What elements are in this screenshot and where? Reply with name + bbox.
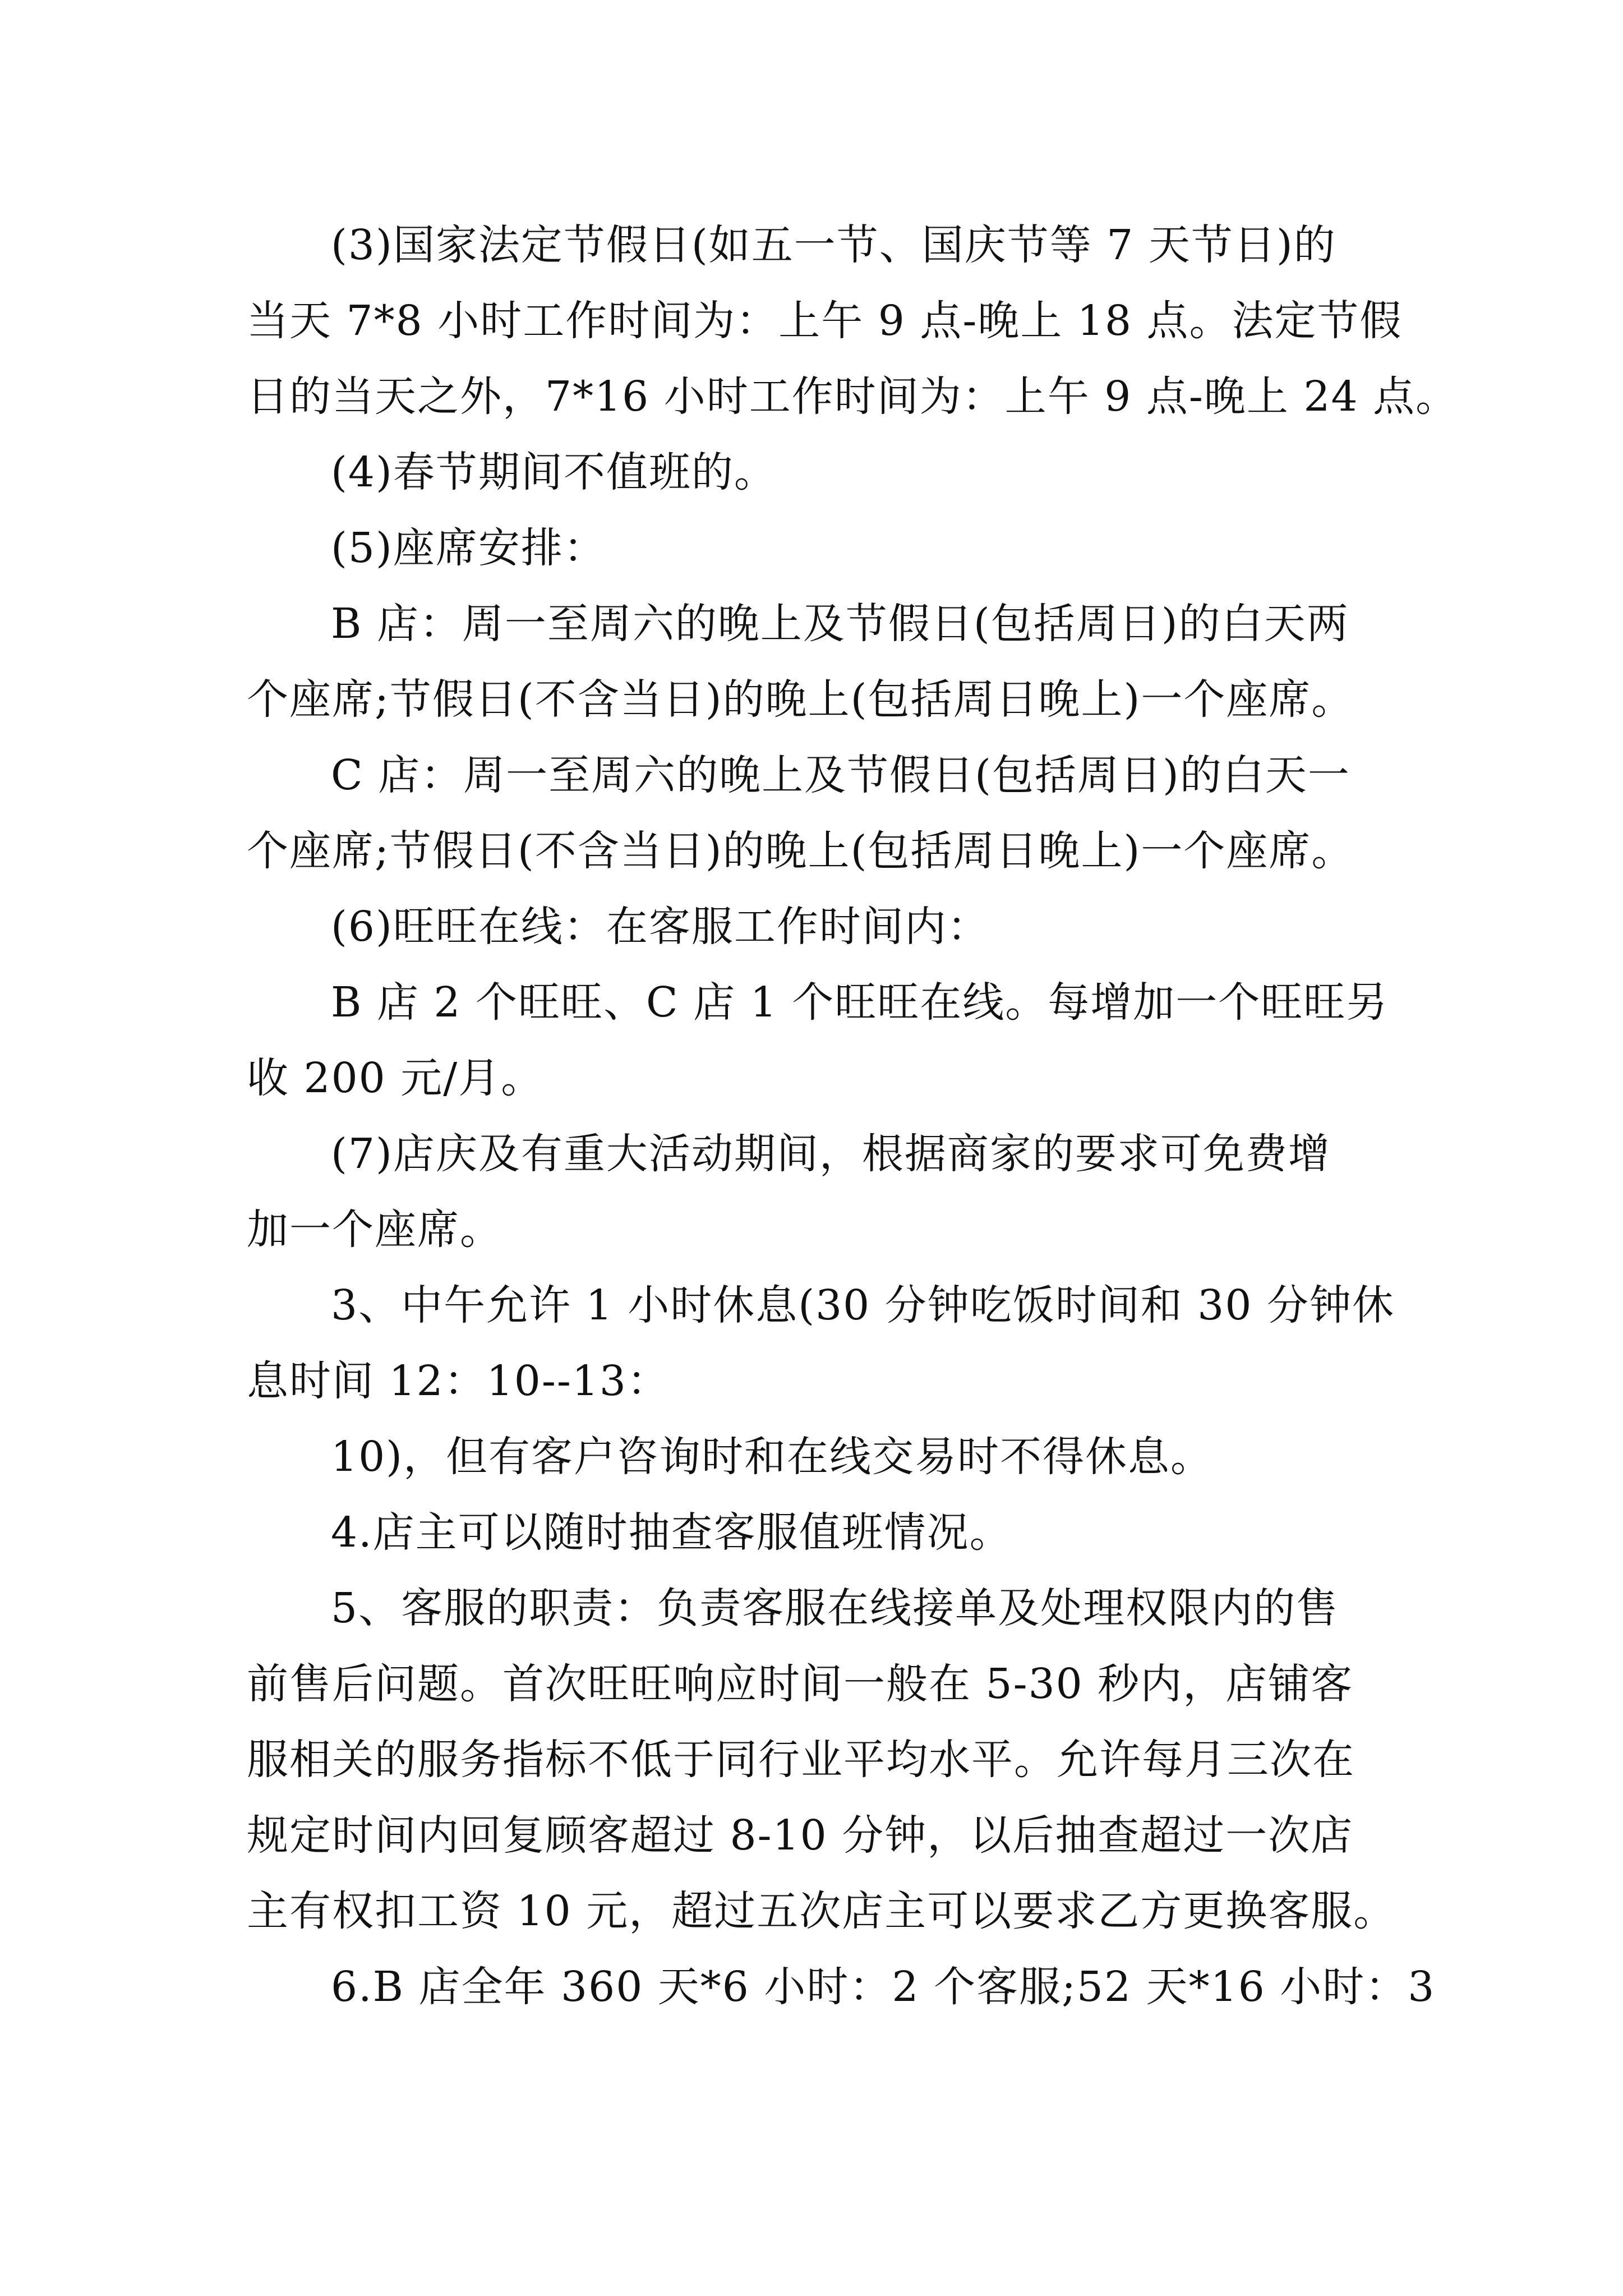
paragraph-line: 收 200 元/月。 xyxy=(247,1054,544,1102)
paragraph-line: 日的当天之外，7*16 小时工作时间为：上午 9 点-晚上 24 点。 xyxy=(247,372,1459,421)
paragraph-line: 6.B 店全年 360 天*6 小时：2 个客服;52 天*16 小时：3 xyxy=(331,1963,1436,2011)
paragraph-line: (3)国家法定节假日(如五一节、国庆节等 7 天节日)的 xyxy=(331,221,1336,269)
paragraph-line: B 店 2 个旺旺、C 店 1 个旺旺在线。每增加一个旺旺另 xyxy=(331,978,1389,1027)
paragraph-line: (6)旺旺在线：在客服工作时间内： xyxy=(331,903,990,951)
paragraph-line: 规定时间内回复顾客超过 8-10 分钟，以后抽查超过一次店 xyxy=(247,1811,1354,1860)
paragraph-line: B 店：周一至周六的晚上及节假日(包括周日)的白天两 xyxy=(331,600,1349,648)
paragraph-line: 息时间 12：10--13： xyxy=(247,1357,670,1405)
paragraph-line: (5)座席安排： xyxy=(331,524,606,572)
paragraph-line: 个座席;节假日(不含当日)的晚上(包括周日晚上)一个座席。 xyxy=(247,675,1354,724)
paragraph-line: 个座席;节假日(不含当日)的晚上(包括周日晚上)一个座席。 xyxy=(247,827,1354,875)
paragraph-line: 当天 7*8 小时工作时间为：上午 9 点-晚上 18 点。法定节假 xyxy=(247,297,1403,345)
document-body xyxy=(247,208,1459,2025)
paragraph-line: 4.店主可以随时抽查客服值班情况。 xyxy=(331,1508,1012,1557)
paragraph-line: C 店：周一至周六的晚上及节假日(包括周日)的白天一 xyxy=(331,751,1350,799)
paragraph-line: 加一个座席。 xyxy=(247,1205,502,1254)
paragraph-line: 主有权扣工资 10 元，超过五次店主可以要求乙方更换客服。 xyxy=(247,1887,1396,1935)
paragraph-line: 5、客服的职责：负责客服在线接单及处理权限内的售 xyxy=(331,1584,1339,1632)
paragraph-line: 3、中午允许 1 小时休息(30 分钟吃饭时间和 30 分钟休 xyxy=(331,1281,1395,1329)
paragraph-line: 前售后问题。首次旺旺响应时间一般在 5-30 秒内，店铺客 xyxy=(247,1660,1354,1708)
paragraph-line: (4)春节期间不值班的。 xyxy=(331,448,777,496)
paragraph-line: 10)，但有客户咨询时和在线交易时不得休息。 xyxy=(331,1433,1214,1481)
paragraph-line: (7)店庆及有重大活动期间，根据商家的要求可免费增 xyxy=(331,1130,1331,1178)
paragraph-line: 服相关的服务指标不低于同行业平均水平。允许每月三次在 xyxy=(247,1736,1355,1784)
